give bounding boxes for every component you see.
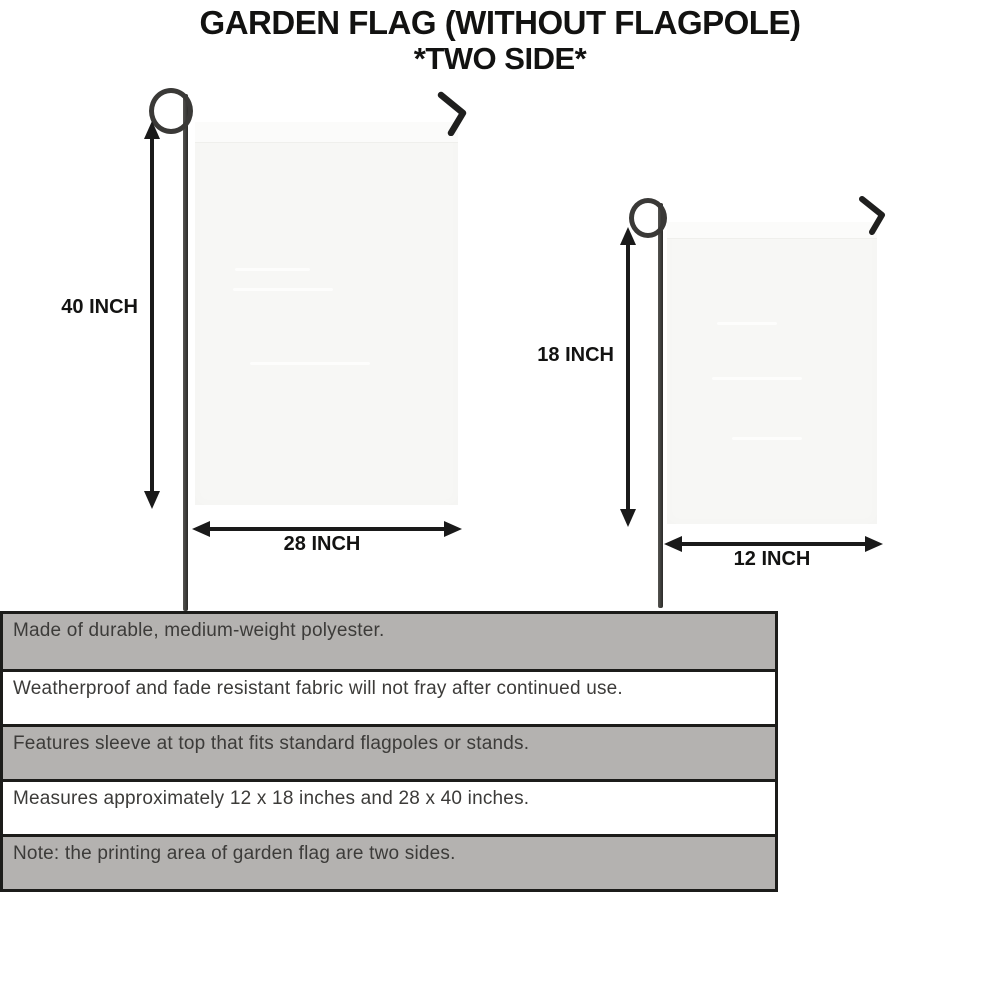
- flag-faint-mark: [712, 377, 802, 380]
- large-flag-hook-icon: [433, 90, 471, 136]
- flag-faint-mark: [717, 322, 777, 325]
- small-flag-cloth: [667, 222, 877, 524]
- large-flag-width-label: 28 INCH: [283, 533, 361, 555]
- large-flagpole: [183, 94, 188, 611]
- feature-row-sleeve: [3, 724, 775, 779]
- large-flag-height-label: 40 INCH: [61, 296, 138, 318]
- flag-faint-mark: [235, 268, 310, 271]
- large-flag-height-arrow: [141, 120, 163, 510]
- page-title-line1: GARDEN FLAG (WITHOUT FLAGPOLE): [199, 4, 801, 41]
- flag-faint-mark: [250, 362, 370, 365]
- large-flag-sleeve: [195, 122, 458, 143]
- feature-row-material: [3, 614, 775, 669]
- feature-text: Measures approximately 12 x 18 inches and 28 x 40 inches.: [13, 788, 530, 809]
- page-title-line2: *TWO SIDE*: [413, 40, 587, 76]
- flag-faint-mark: [732, 437, 802, 440]
- feature-table: [0, 611, 778, 892]
- small-flag-width-label: 12 INCH: [733, 548, 811, 570]
- page-title: [0, 4, 1000, 76]
- feature-text: Note: the printing area of garden flag are two sides.: [13, 843, 456, 864]
- small-flag-hook-icon: [855, 194, 889, 236]
- feature-text: Weatherproof and fade resistant fabric will not fray after continued use.: [13, 678, 623, 699]
- flag-faint-mark: [233, 288, 333, 291]
- feature-row-measurements: [3, 779, 775, 834]
- small-flag-height-label: 18 INCH: [537, 344, 614, 366]
- feature-text: Features sleeve at top that fits standard flagpoles or stands.: [13, 733, 530, 754]
- feature-row-weatherproof: [3, 669, 775, 724]
- large-flag-cloth: [195, 122, 458, 505]
- small-flag-sleeve: [667, 222, 877, 239]
- feature-text: Made of durable, medium-weight polyester.: [13, 620, 385, 641]
- small-flag-height-arrow: [617, 226, 639, 528]
- feature-row-note: [3, 834, 775, 889]
